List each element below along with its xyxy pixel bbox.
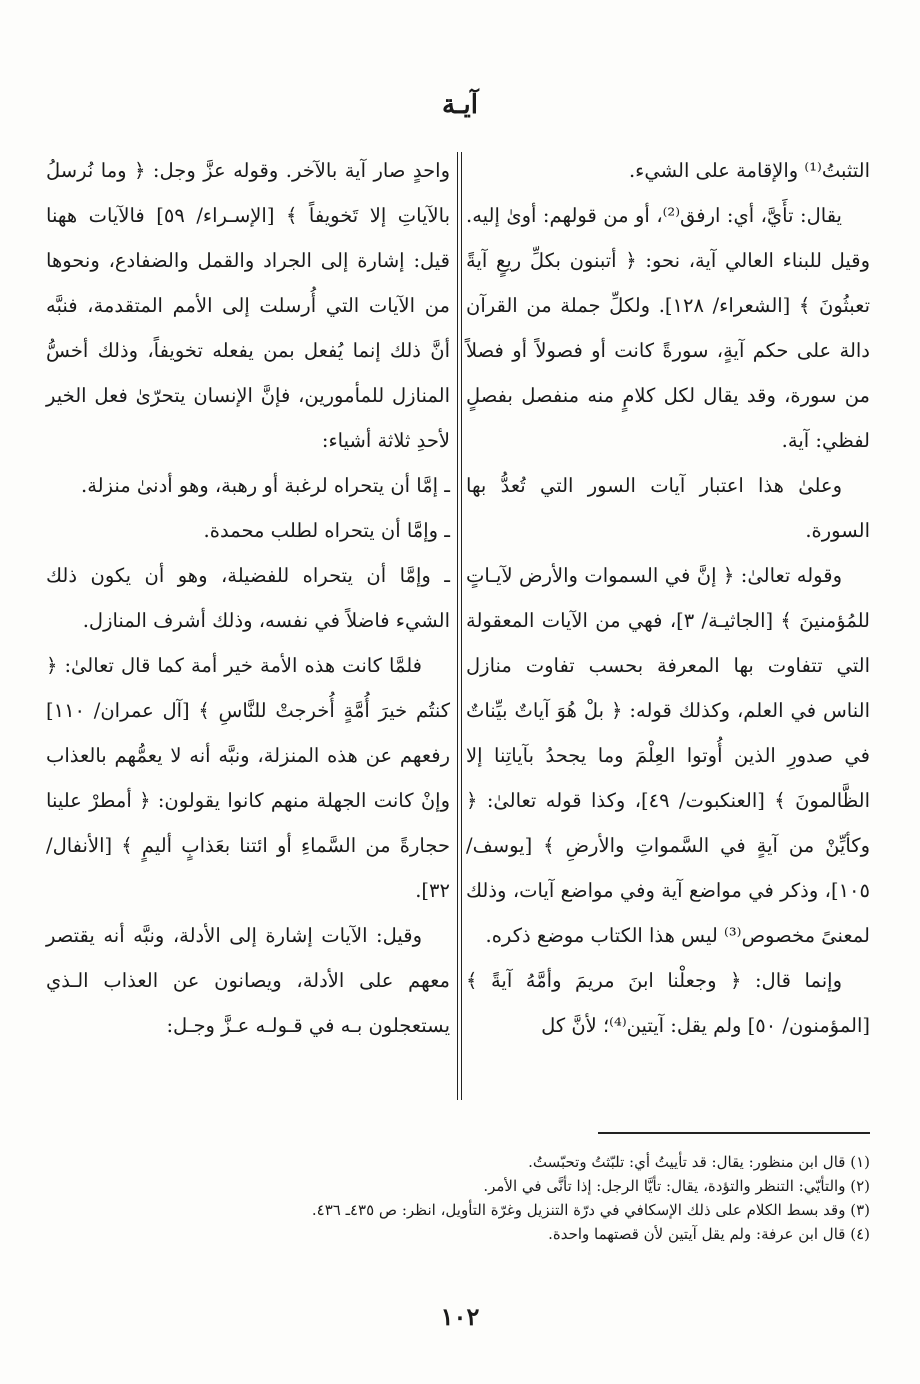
paragraph: وعلىٰ هذا اعتبار آيات السور التي تُعدُّ بها السورة. xyxy=(466,474,870,542)
paragraph: وقيل: الآيات إشارة إلى الأدلة، ونبَّه أنه يقتصر معهم على الأدلة، ويصانون عن العذاب الـذي يستعجلون بـه في قـولـه عـزَّ وجـل: xyxy=(46,924,450,1037)
paragraph: فلمَّا كانت هذه الأمة خير أمة كما قال تعالىٰ: ﴿ كنتُم خيرَ أُمَّةٍ أُخرجتْ للنَّاسِ ﴾ [آل عمران/ ١١٠] رفعهم عن هذه المنزلة، ونبَّه أنه لا يعمُّهم بالعذاب وإنْ كانت الجهلة منهم كانوا يقولون: ﴿ أمطرْ علينا حجارةً من السَّماءِ أو ائتنا بعَذابٍ أليمٍ ﴾ [الأنفال/ ٣٢]. xyxy=(46,654,450,902)
paragraph: التثبتُ⁽¹⁾ والإقامة على الشيء. xyxy=(628,159,870,182)
left-column xyxy=(46,148,450,1048)
paragraph: يقال: تأَيَّ، أي: ارفق⁽²⁾، أو من قولهم: أوىٰ إليه. وقيل للبناء العالي آية، نحو: ﴿ أتبنون بكلِّ ريعٍ آيةً تعبثُونَ ﴾ [الشعراء/ ١٢٨]. ولكلِّ جملة من القرآن دالة على حكم آيةٍ، سورةً كانت أو فصولاً أو فصلاً من سورة، وقد يقال لكل كلامٍ منه منفصل بفصلٍ لفظي: آية. xyxy=(466,204,870,452)
list-item: ـ وإمَّا أن يتحراه لطلب محمدة. xyxy=(203,519,450,542)
list-item: ـ وإمَّا أن يتحراه للفضيلة، وهو أن يكون ذلك الشيء فاضلاً في نفسه، وذلك أشرف المنازل. xyxy=(46,564,450,632)
right-column xyxy=(466,148,870,1048)
paragraph: واحدٍ صار آية بالآخر. وقوله عزَّ وجل: ﴿ وما نُرسلُ بالآياتِ إلا تَخويفاً ﴾ [الإسـراء/ ٥٩] فالآيات ههنا قيل: إشارة إلى الجراد والقمل والضفادع، ونحوها من الآيات التي أُرسلت إلى الأمم المتقدمة، فنبَّه أنَّ ذلك إنما يُفعل بمن يفعله تخويفاً، وذلك أخسُّ المنازل للمأمورين، فإنَّ الإنسان يتحرّىٰ فعل الخير لأحدِ ثلاثة أشياء: xyxy=(46,159,451,452)
list-item: ـ إمَّا أن يتحراه لرغبة أو رهبة، وهو أدنىٰ منزلة. xyxy=(81,474,450,497)
paragraph: وقوله تعالىٰ: ﴿ إنَّ في السموات والأرض لآيـاتٍ للمُؤمنينَ ﴾ [الجاثيـة/ ٣]، فهي من الآيات المعقولة التي تتفاوت بها المعرفة بحسب تفاوت منازل الناس في العلم، وكذلك قوله: ﴿ بلْ هُوَ آياتٌ بيِّناتٌ في صدورِ الذين أُوتوا العِلْمَ وما يجحدُ بآياتِنا إلا الظَّالمونَ ﴾ [العنكبوت/ ٤٩]، وكذا قوله تعالىٰ: ﴿ وكأيِّنْ من آيةٍ في السَّمواتِ والأرضِ ﴾ [يوسف/ ١٠٥]، وذكر في مواضع آية وفي مواضع آيات، وذلك لمعنىً مخصوص⁽³⁾ ليس هذا الكتاب موضع ذكره. xyxy=(466,564,870,947)
page-header-title: آيـة xyxy=(441,90,479,120)
footnote: (٢) والتأيّي: التنظر والتؤدة، يقال: تأيَّا الرجل: إذا تأنَّى في الأمر. xyxy=(483,1177,870,1195)
footnotes xyxy=(50,1150,870,1246)
footnote-separator xyxy=(598,1132,870,1134)
footnote: (١) قال ابن منظور: يقال: قد تأييتُ أي: تلبّثتُ وتحبّستُ. xyxy=(528,1153,870,1171)
footnote: (٣) وقد بسط الكلام على ذلك الإسكافي في درّة التنزيل وغرّة التأويل، انظر: ص ٤٣٥ـ ٤٣٦. xyxy=(311,1201,870,1219)
paragraph: وإنما قال: ﴿ وجعلْنا ابنَ مريمَ وأمَّهُ آيةً ﴾ [المؤمنون/ ٥٠] ولم يقل: آيتين⁽⁴⁾؛ لأنَّ كل xyxy=(466,969,870,1037)
page-number: ١٠٢ xyxy=(440,1302,480,1331)
footnote: (٤) قال ابن عرفة: ولم يقل آيتين لأن قصتهما واحدة. xyxy=(548,1225,870,1243)
column-divider xyxy=(457,152,462,1100)
